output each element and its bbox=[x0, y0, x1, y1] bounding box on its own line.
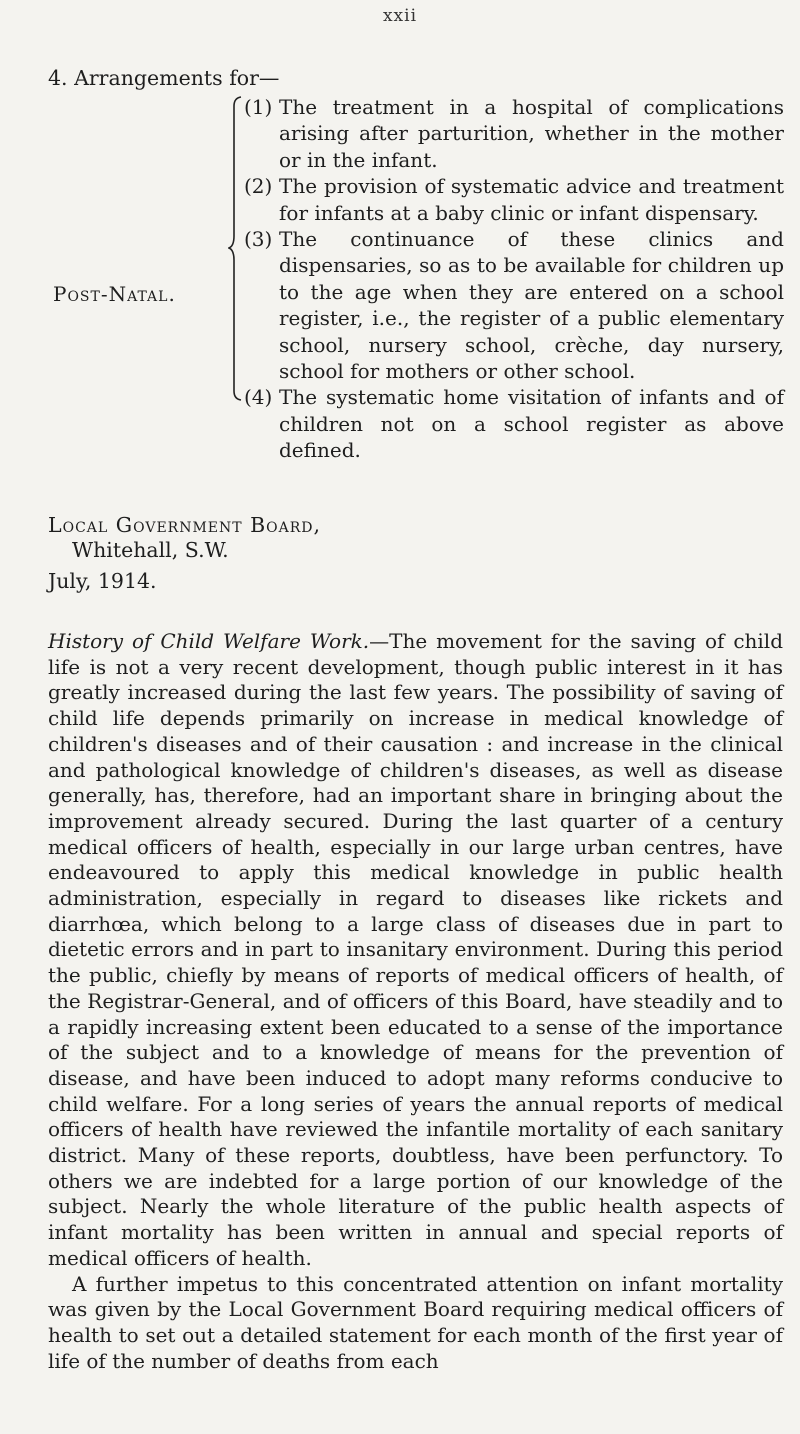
post-natal-items bbox=[244, 94, 784, 464]
paragraph-text: —The movement for the saving of child life is not a very recent development, though public interest in it has greatly increased during the last few years. The possibility of saving of child life depends primarily on increase in medical knowledge of children's diseases and of their causation : and increase in the clinical and pathological knowledge of children's diseases, as well as disease generally, has, therefore, had an important share in bringing about the improvement already secured. During the last quarter of a century medical officers of health, especially in our large urban centres, have endeavoured to apply this medical knowledge in public health administration, especially in regard to diseases like rickets and diarrhœa, which belong to a large class of diseases due in part to dietetic errors and in part to insanitary environment. During this period the public, chiefly by means of reports of medical officers of health, of the Registrar-General, and of officers of this Board, have steadily and to a rapidly increasing extent been educated to a sense of the importance of the subject and to a knowledge of means for the prevention of disease, and have been induced to adopt many reforms conducive to child welfare. For a long series of years the annual reports of medical officers of health have reviewed the infantile mortality of each sanitary district. Many of these reports, doubtless, have been perfunctory. To others we are indebted for a large portion of our knowledge of the subject. Nearly the whole literature of the public health aspects of infant mortality has been written in annual and special reports of medical officers of health. bbox=[48, 629, 783, 1270]
item-text: The continuance of these clinics and dispensaries, so as to be available for children up to the age when they are entered on a school register, i.e., the register of a public elementary school, nursery school, crèche, day nursery, school for mothers or other school. bbox=[279, 227, 784, 384]
paragraph: A further impetus to this concentrated attention on infant mortality was given by the Local Government Board requiring medical officers of health to set out a detailed statement for each month of the first year of life of the number of deaths from each bbox=[48, 1271, 783, 1373]
list-item bbox=[244, 384, 784, 463]
item-number: (1) bbox=[244, 95, 273, 119]
signature-date: July, 1914. bbox=[48, 569, 157, 593]
post-natal-label: Post-Natal. bbox=[53, 282, 176, 306]
signature-board: Local Government Board, bbox=[48, 513, 322, 537]
item-number: (3) bbox=[244, 227, 273, 252]
section-title: History of Child Welfare Work. bbox=[48, 629, 370, 653]
signature-block bbox=[48, 513, 321, 594]
curly-brace-icon bbox=[228, 96, 242, 401]
list-item bbox=[244, 94, 784, 173]
page-number: xxii bbox=[382, 6, 418, 26]
signature-address: Whitehall, S.W. bbox=[72, 538, 229, 562]
list-item bbox=[244, 226, 784, 384]
item-number: (4) bbox=[244, 385, 273, 410]
item-text: The treatment in a hospital of complications arising after parturition, whether in the mother or in the infant. bbox=[279, 95, 784, 172]
history-section bbox=[48, 629, 783, 1374]
list-item bbox=[244, 173, 784, 226]
paragraph bbox=[48, 629, 783, 1272]
item-number: (2) bbox=[244, 174, 273, 199]
item-text: The provision of systematic advice and treatment for infants at a baby clinic or infant dispensary. bbox=[279, 174, 784, 225]
section-heading: 4. Arrangements for— bbox=[48, 66, 280, 90]
item-text: The systematic home visitation of infants and of children not on a school register as above defined. bbox=[279, 385, 784, 463]
